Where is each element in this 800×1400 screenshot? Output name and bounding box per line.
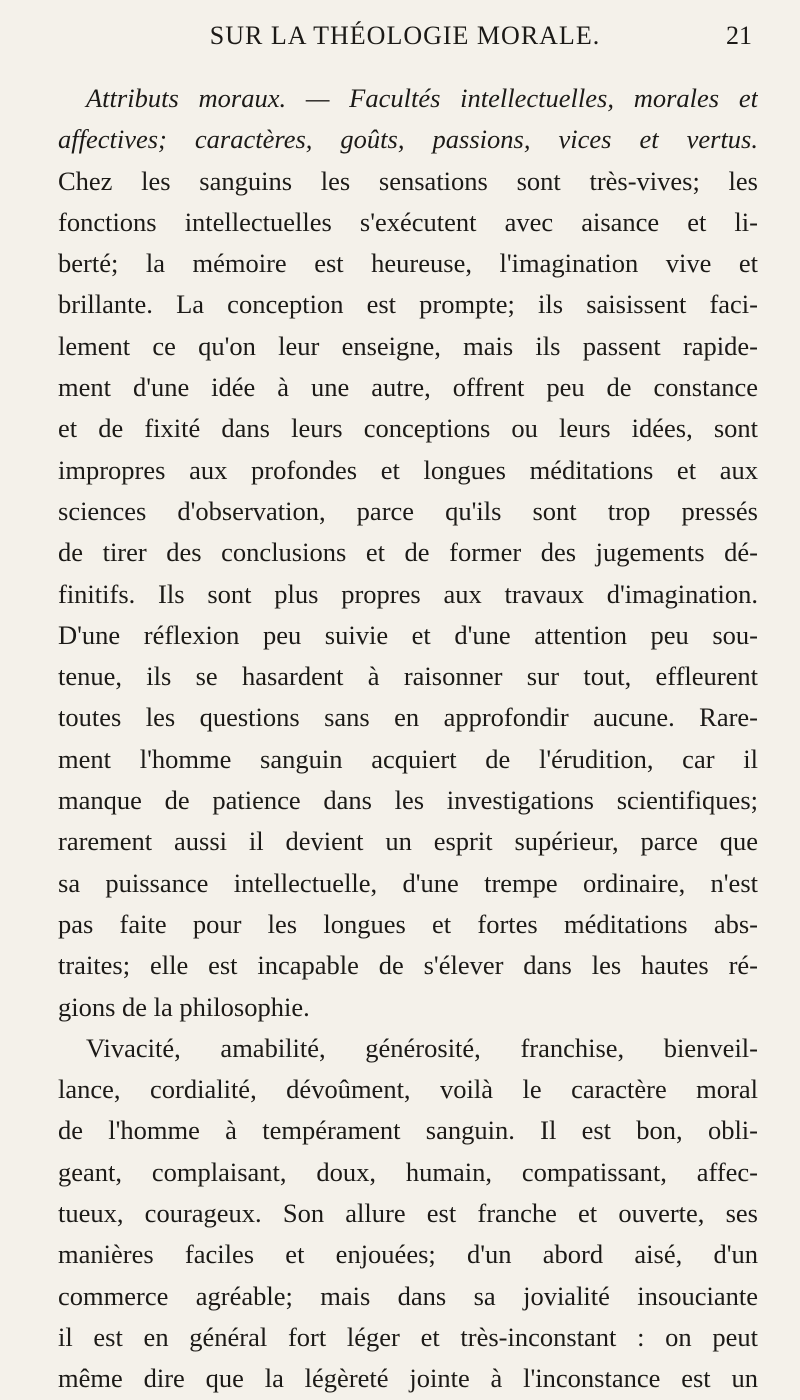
text-line <box>58 119 758 160</box>
text-line: D'une réflexion peu suivie et d'une attention peu sou- <box>58 619 758 650</box>
text-line: sciences d'observation, parce qu'ils sont trop pressés <box>58 495 758 526</box>
text-line: sa puissance intellectuelle, d'une trempe ordinaire, n'est <box>58 867 758 898</box>
text-line: finitifs. Ils sont plus propres aux travaux d'imagination. <box>58 578 758 609</box>
text-line: Vivacité, amabilité, générosité, franchise, bienveil- <box>86 1032 758 1063</box>
text-line: rarement aussi il devient un esprit supérieur, parce que <box>58 826 758 857</box>
text-line: de l'homme à tempérament sanguin. Il est bon, obli- <box>58 1115 758 1146</box>
text-line: gions de la philosophie. <box>58 991 310 1022</box>
text-line: il est en général fort léger et très-inconstant : on peut <box>58 1321 758 1352</box>
text-line: tenue, ils se hasardent à raisonner sur tout, effleurent <box>58 661 758 692</box>
text-line: geant, complaisant, doux, humain, compatissant, affec- <box>58 1156 758 1187</box>
section-heading-part: Attributs moraux. — Facultés intellectuelles, morales et <box>86 83 758 113</box>
text-line: manque de patience dans les investigations scientifiques; <box>58 785 758 816</box>
text-line <box>58 78 758 119</box>
text-line: de tirer des conclusions et de former des jugements dé- <box>58 537 758 568</box>
text-line: lement ce qu'on leur enseigne, mais ils passent rapide- <box>58 330 758 361</box>
text-line: Chez les sanguins les sensations sont très-vives; les <box>58 165 758 196</box>
page-number: 21 <box>726 21 752 50</box>
section-heading-part: affectives; caractères, goûts, passions, vices et vertus. <box>58 124 758 155</box>
text-line: impropres aux profondes et longues méditations et aux <box>58 454 758 485</box>
text-line: lance, cordialité, dévoûment, voilà le caractère moral <box>58 1074 758 1105</box>
running-title: SUR LA THÉOLOGIE MORALE. <box>209 21 601 50</box>
text-line: berté; la mémoire est heureuse, l'imagination vive et <box>58 248 758 279</box>
text-line: tueux, courageux. Son allure est franche et ouverte, ses <box>58 1198 758 1229</box>
text-line: commerce agréable; mais dans sa jovialité insouciante <box>58 1280 758 1311</box>
text-line: et de fixité dans leurs conceptions ou leurs idées, sont <box>58 413 758 444</box>
running-head <box>58 16 752 56</box>
text-line: brillante. La conception est prompte; ils saisissent faci- <box>58 289 758 320</box>
body-text <box>58 78 758 1400</box>
text-line: pas faite pour les longues et fortes méditations abs- <box>58 908 758 939</box>
text-line: fonctions intellectuelles s'exécutent avec aisance et li- <box>58 206 758 237</box>
text-line: traites; elle est incapable de s'élever dans les hautes ré- <box>58 950 758 981</box>
text-line: ment l'homme sanguin acquiert de l'érudition, car il <box>58 743 758 774</box>
text-line: ment d'une idée à une autre, offrent peu de constance <box>58 372 758 403</box>
text-line: toutes les questions sans en approfondir aucune. Rare- <box>58 702 758 733</box>
text-line: manières faciles et enjouées; d'un abord aisé, d'un <box>58 1239 758 1270</box>
text-line: même dire que la légèreté jointe à l'inconstance est un <box>58 1363 758 1394</box>
